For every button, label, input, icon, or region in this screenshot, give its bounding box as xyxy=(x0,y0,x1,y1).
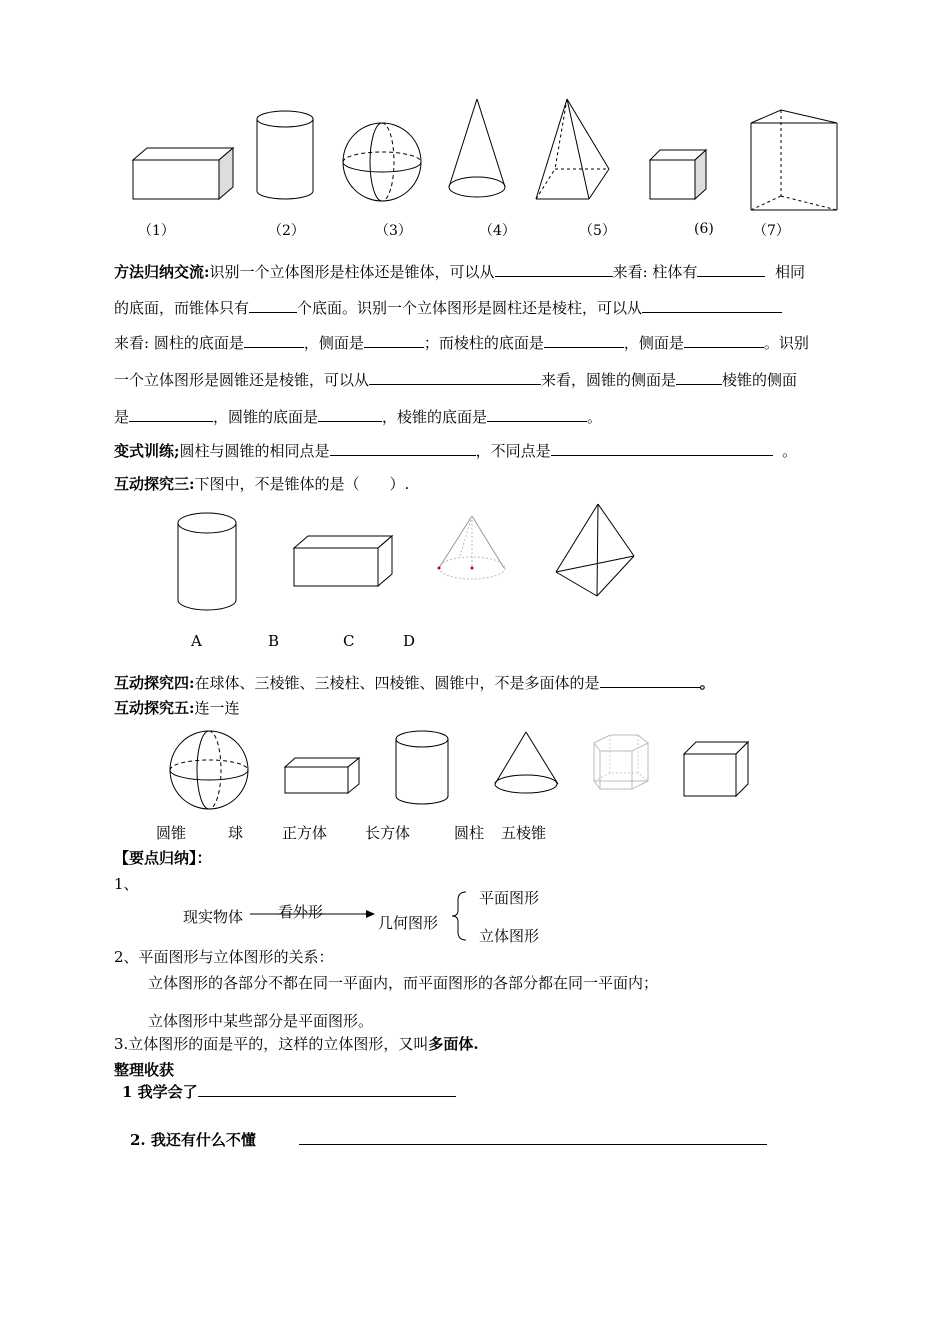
ex5-label-cuboid[interactable]: 长方体 xyxy=(365,824,411,842)
ex5-text: 连一连 xyxy=(194,699,240,717)
answer-line[interactable] xyxy=(198,1081,456,1097)
row1-label-4: （4） xyxy=(479,223,516,239)
ex5-label-sphere[interactable]: 球 xyxy=(228,824,244,842)
row1-label-3: （3） xyxy=(375,223,412,239)
figure-cuboid-1 xyxy=(130,145,240,205)
method-text: ，侧面是 xyxy=(623,334,684,352)
ex3-option-a[interactable]: A xyxy=(191,632,202,650)
ex4-text: 。 xyxy=(699,674,715,692)
plane-figure-label: 平面图形 xyxy=(479,889,540,907)
blank[interactable] xyxy=(544,332,624,348)
brace-icon xyxy=(450,890,470,942)
blank[interactable] xyxy=(330,440,476,456)
key-point-2b: 立体图形中某些部分是平面图形。 xyxy=(148,1012,374,1030)
key-point-3-text: 3.立体图形的面是平的，这样的立体图形，又叫 xyxy=(114,1035,429,1053)
blank[interactable] xyxy=(364,332,424,348)
ex5-heading: 互动探究五: xyxy=(114,699,195,717)
key-point-2a: 立体图形的各部分不都在同一平面内，而平面图形的各部分都在同一平面内； xyxy=(148,974,659,992)
method-text: 识别一个立体图形是柱体还是锥体，可以从 xyxy=(209,263,495,281)
ex5-label-cube[interactable]: 正方体 xyxy=(282,824,328,842)
row1-label-2: （2） xyxy=(268,223,305,239)
method-text: 。识别 xyxy=(763,334,809,352)
ex3-line xyxy=(114,473,409,494)
ex5-label-pentagonal-pyramid[interactable]: 五棱锥 xyxy=(501,824,547,842)
ex4-text: 在球体、三棱锥、三棱柱、四棱锥、圆锥中，不是多面体的是 xyxy=(194,674,600,692)
row1-label-1: （1） xyxy=(138,223,175,239)
key-heading: 【要点归纳】： xyxy=(114,849,212,867)
ex3-option-c[interactable]: C xyxy=(343,632,355,650)
row1-label-5: （5） xyxy=(579,223,616,239)
blank[interactable] xyxy=(249,297,297,313)
ex5-pentagonal-prism xyxy=(592,733,652,799)
blank[interactable] xyxy=(318,406,382,422)
method-line-1 xyxy=(114,261,805,282)
variant-line xyxy=(114,440,797,461)
key-point-3 xyxy=(114,1033,479,1054)
ex5-label-cone[interactable]: 圆锥 xyxy=(156,824,187,842)
summary-q1 xyxy=(122,1081,456,1102)
answer-line[interactable] xyxy=(299,1129,767,1145)
method-text: 的底面，而锥体只有 xyxy=(114,299,250,317)
method-text: 来看，圆锥的侧面是 xyxy=(541,371,677,389)
look-shape-label: 看外形 xyxy=(278,903,324,921)
ex5-cone xyxy=(493,730,563,796)
method-line-3 xyxy=(114,332,809,353)
figure-cube-6 xyxy=(648,148,712,202)
blank[interactable] xyxy=(676,369,722,385)
summary-q1-label: 1 我学会了 xyxy=(122,1083,198,1101)
method-text: 来看: 柱体有 xyxy=(612,263,698,281)
method-text: 一个立体图形是圆锥还是棱锥，可以从 xyxy=(114,371,370,389)
ex3-tetrahedron-d xyxy=(554,502,638,600)
ex5-sphere xyxy=(168,730,252,812)
ex5-cuboid xyxy=(283,756,363,796)
row1-label-7: （7） xyxy=(753,223,790,239)
method-line-2 xyxy=(114,297,782,318)
ex5-label-cylinder[interactable]: 圆柱 xyxy=(454,824,485,842)
ex4-line xyxy=(114,672,715,693)
variant-text: 圆柱与圆锥的相同点是 xyxy=(179,442,330,460)
figure-prism-7 xyxy=(749,108,841,214)
method-text: 个底面。识别一个立体图形是圆柱还是棱柱，可以从 xyxy=(297,299,643,317)
variant-heading: 变式训练; xyxy=(114,442,180,460)
key-point-1: 1、 xyxy=(114,875,139,893)
method-text: 棱锥的侧面 xyxy=(722,371,798,389)
blank[interactable] xyxy=(600,672,700,688)
ex3-cone-c xyxy=(436,514,510,584)
variant-text: 。 xyxy=(782,442,798,460)
figure-pyramid-5 xyxy=(533,97,613,203)
method-text: 来看: 圆柱的底面是 xyxy=(114,334,244,352)
ex3-cylinder-a xyxy=(177,512,241,612)
solid-figure-label: 立体图形 xyxy=(479,927,540,945)
blank[interactable] xyxy=(551,440,773,456)
ex5-cube xyxy=(682,740,752,798)
method-text: ，侧面是 xyxy=(303,334,364,352)
blank[interactable] xyxy=(684,332,764,348)
row1-label-6: (6) xyxy=(694,221,714,237)
blank[interactable] xyxy=(369,369,541,385)
method-text: ，棱锥的底面是 xyxy=(382,408,488,426)
figure-cone-4 xyxy=(447,97,509,201)
key-point-2: 2、平面图形与立体图形的关系： xyxy=(114,948,334,966)
method-text: 是 xyxy=(114,408,130,426)
arrow-icon xyxy=(250,909,376,919)
blank[interactable] xyxy=(495,261,613,277)
figure-sphere-3 xyxy=(342,122,424,204)
geometric-figure-label: 几何图形 xyxy=(378,914,439,932)
figure-cylinder-2 xyxy=(255,110,317,202)
blank[interactable] xyxy=(244,332,304,348)
method-text: ，圆锥的底面是 xyxy=(213,408,319,426)
real-object-label: 现实物体 xyxy=(183,908,244,926)
method-text: 。 xyxy=(587,408,603,426)
method-text: 相同 xyxy=(774,263,805,281)
method-text: ；而棱柱的底面是 xyxy=(423,334,544,352)
ex3-cuboid-b xyxy=(292,534,398,588)
ex3-option-d[interactable]: D xyxy=(403,632,416,650)
ex3-heading: 互动探究三: xyxy=(114,475,195,493)
ex5-cylinder xyxy=(395,730,451,806)
ex4-heading: 互动探究四: xyxy=(114,674,195,692)
blank[interactable] xyxy=(129,406,213,422)
ex3-text: 下图中，不是锥体的是（ ）. xyxy=(194,475,410,493)
blank[interactable] xyxy=(697,261,765,277)
key-point-3-term: 多面体. xyxy=(428,1035,479,1053)
blank[interactable] xyxy=(487,406,587,422)
summary-heading: 整理收获 xyxy=(114,1061,175,1079)
blank[interactable] xyxy=(642,297,782,313)
variant-text: ，不同点是 xyxy=(475,442,551,460)
ex5-line xyxy=(114,697,240,718)
ex3-option-b[interactable]: B xyxy=(268,632,280,650)
method-line-4 xyxy=(114,369,797,390)
method-heading: 方法归纳交流: xyxy=(114,263,210,281)
method-line-5 xyxy=(114,406,602,427)
summary-q2-label: 2. 我还有什么不懂 xyxy=(130,1131,256,1149)
